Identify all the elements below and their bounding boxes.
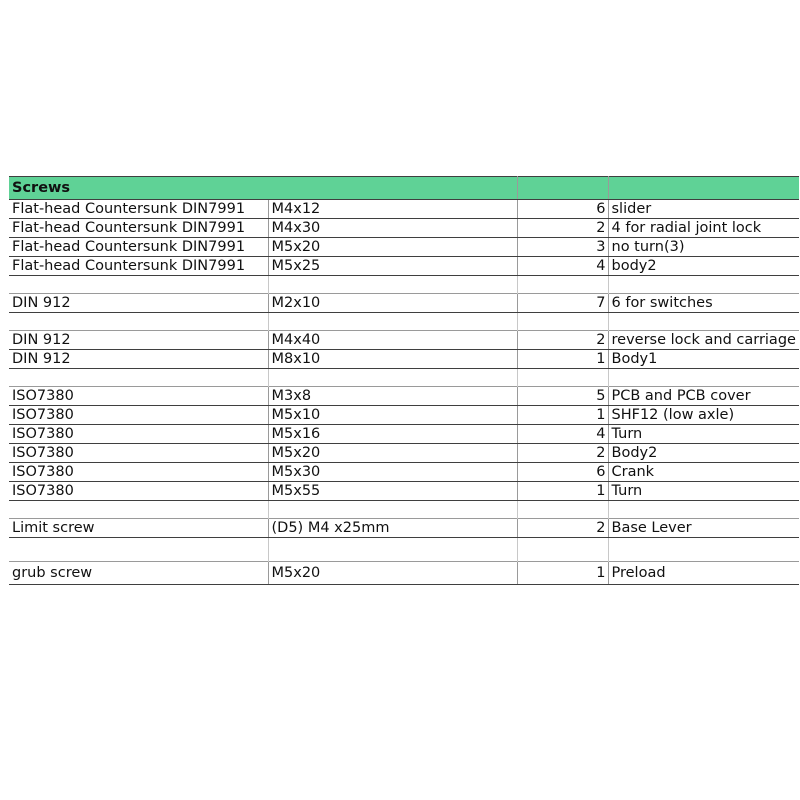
note-cell[interactable]: SHF12 (low axle) — [608, 406, 799, 425]
type-cell[interactable]: DIN 912 — [9, 294, 268, 313]
note-cell[interactable] — [608, 538, 799, 562]
table-row — [9, 387, 799, 406]
table-row — [9, 200, 799, 219]
header-cell-title[interactable]: Screws — [9, 177, 268, 200]
type-cell[interactable]: grub screw — [9, 562, 268, 585]
note-cell[interactable]: 6 for switches — [608, 294, 799, 313]
screws-table — [9, 176, 799, 585]
type-cell[interactable] — [9, 538, 268, 562]
note-cell[interactable]: Base Lever — [608, 519, 799, 538]
size-cell[interactable] — [268, 538, 517, 562]
type-cell[interactable]: DIN 912 — [9, 331, 268, 350]
qty-cell[interactable]: 6 — [517, 200, 608, 219]
note-cell[interactable]: no turn(3) — [608, 238, 799, 257]
type-cell[interactable] — [9, 501, 268, 519]
note-cell[interactable] — [608, 369, 799, 387]
table-row — [9, 350, 799, 369]
screws-table-body — [9, 177, 799, 585]
header-cell-qty[interactable] — [517, 177, 608, 200]
note-cell[interactable]: body2 — [608, 257, 799, 276]
note-cell[interactable]: 4 for radial joint lock — [608, 219, 799, 238]
type-cell[interactable]: ISO7380 — [9, 482, 268, 501]
qty-cell[interactable]: 1 — [517, 350, 608, 369]
table-row — [9, 519, 799, 538]
size-cell[interactable]: M5x10 — [268, 406, 517, 425]
qty-cell[interactable]: 2 — [517, 331, 608, 350]
qty-cell[interactable]: 2 — [517, 444, 608, 463]
table-row — [9, 219, 799, 238]
table-row — [9, 238, 799, 257]
type-cell[interactable]: Flat-head Countersunk DIN7991 — [9, 238, 268, 257]
note-cell[interactable]: Body2 — [608, 444, 799, 463]
size-cell[interactable]: M5x20 — [268, 562, 517, 585]
type-cell[interactable]: Flat-head Countersunk DIN7991 — [9, 257, 268, 276]
size-cell[interactable]: M2x10 — [268, 294, 517, 313]
note-cell[interactable] — [608, 501, 799, 519]
blank-row — [9, 501, 799, 519]
size-cell[interactable]: M5x25 — [268, 257, 517, 276]
size-cell[interactable]: M3x8 — [268, 387, 517, 406]
size-cell[interactable]: M4x12 — [268, 200, 517, 219]
qty-cell[interactable]: 2 — [517, 219, 608, 238]
qty-cell[interactable]: 1 — [517, 562, 608, 585]
blank-row — [9, 276, 799, 294]
type-cell[interactable]: Flat-head Countersunk DIN7991 — [9, 200, 268, 219]
type-cell[interactable] — [9, 313, 268, 331]
note-cell[interactable]: Turn — [608, 425, 799, 444]
type-cell[interactable] — [9, 276, 268, 294]
size-cell[interactable]: M5x30 — [268, 463, 517, 482]
qty-cell[interactable]: 5 — [517, 387, 608, 406]
qty-cell[interactable] — [517, 313, 608, 331]
size-cell[interactable] — [268, 369, 517, 387]
qty-cell[interactable]: 3 — [517, 238, 608, 257]
note-cell[interactable]: Body1 — [608, 350, 799, 369]
qty-cell[interactable] — [517, 538, 608, 562]
table-row — [9, 331, 799, 350]
size-cell[interactable]: M5x55 — [268, 482, 517, 501]
type-cell[interactable]: ISO7380 — [9, 406, 268, 425]
table-row — [9, 444, 799, 463]
header-cell-note[interactable] — [608, 177, 799, 200]
type-cell[interactable]: ISO7380 — [9, 387, 268, 406]
size-cell[interactable]: M5x20 — [268, 238, 517, 257]
table-row — [9, 257, 799, 276]
blank-row — [9, 538, 799, 562]
header-cell-size[interactable] — [268, 177, 517, 200]
qty-cell[interactable] — [517, 369, 608, 387]
note-cell[interactable]: Crank — [608, 463, 799, 482]
qty-cell[interactable]: 1 — [517, 482, 608, 501]
note-cell[interactable]: reverse lock and carriage — [608, 331, 799, 350]
note-cell[interactable] — [608, 313, 799, 331]
qty-cell[interactable] — [517, 276, 608, 294]
blank-row — [9, 369, 799, 387]
table-row — [9, 482, 799, 501]
type-cell[interactable] — [9, 369, 268, 387]
size-cell[interactable] — [268, 501, 517, 519]
qty-cell[interactable] — [517, 501, 608, 519]
qty-cell[interactable]: 6 — [517, 463, 608, 482]
table-row — [9, 406, 799, 425]
size-cell[interactable]: M4x30 — [268, 219, 517, 238]
note-cell[interactable]: Turn — [608, 482, 799, 501]
qty-cell[interactable]: 4 — [517, 425, 608, 444]
size-cell[interactable]: M5x16 — [268, 425, 517, 444]
size-cell[interactable]: M8x10 — [268, 350, 517, 369]
size-cell[interactable]: (D5) M4 x25mm — [268, 519, 517, 538]
table-row — [9, 294, 799, 313]
note-cell[interactable]: slider — [608, 200, 799, 219]
size-cell[interactable] — [268, 313, 517, 331]
table-row — [9, 562, 799, 585]
qty-cell[interactable]: 2 — [517, 519, 608, 538]
table-row — [9, 425, 799, 444]
qty-cell[interactable]: 7 — [517, 294, 608, 313]
size-cell[interactable]: M5x20 — [268, 444, 517, 463]
type-cell[interactable]: ISO7380 — [9, 425, 268, 444]
type-cell[interactable]: ISO7380 — [9, 463, 268, 482]
size-cell[interactable]: M4x40 — [268, 331, 517, 350]
blank-row — [9, 313, 799, 331]
qty-cell[interactable]: 4 — [517, 257, 608, 276]
type-cell[interactable]: Flat-head Countersunk DIN7991 — [9, 219, 268, 238]
note-cell[interactable]: Preload — [608, 562, 799, 585]
header-row — [9, 177, 799, 200]
note-cell[interactable]: PCB and PCB cover — [608, 387, 799, 406]
type-cell[interactable]: ISO7380 — [9, 444, 268, 463]
type-cell[interactable]: Limit screw — [9, 519, 268, 538]
type-cell[interactable]: DIN 912 — [9, 350, 268, 369]
qty-cell[interactable]: 1 — [517, 406, 608, 425]
size-cell[interactable] — [268, 276, 517, 294]
note-cell[interactable] — [608, 276, 799, 294]
table-row — [9, 463, 799, 482]
